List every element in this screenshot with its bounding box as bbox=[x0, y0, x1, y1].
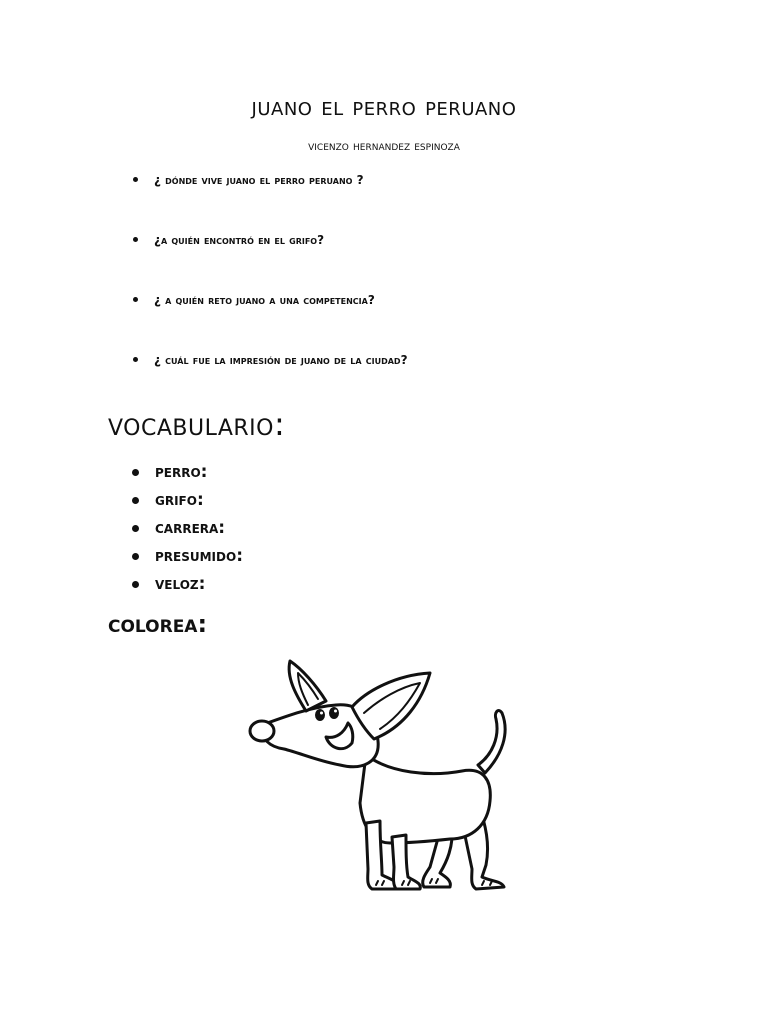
question-item: ¿ dónde vive juano el perro peruano ? bbox=[130, 170, 408, 230]
dog-eye bbox=[315, 709, 325, 721]
vocabulary-list bbox=[130, 458, 243, 598]
vocabulary-heading: vocabulario: bbox=[108, 405, 286, 443]
dog-nose bbox=[250, 721, 274, 741]
vocabulary-item: grifo: bbox=[130, 486, 243, 514]
dog-eye bbox=[329, 707, 339, 719]
vocabulary-item: presumido: bbox=[130, 542, 243, 570]
vocabulary-item: veloz: bbox=[130, 570, 243, 598]
vocabulary-item: carrera: bbox=[130, 514, 243, 542]
coloring-heading: colorea: bbox=[108, 610, 208, 638]
dog-tail bbox=[478, 711, 505, 773]
page-title: juano el perro peruano bbox=[251, 92, 517, 122]
vocabulary-item: perro: bbox=[130, 458, 243, 486]
question-item: ¿ a quién reto juano a una competencia? bbox=[130, 290, 408, 350]
question-list bbox=[130, 170, 408, 410]
question-item: ¿ cuál fue la impresión de juano de la ciudad? bbox=[130, 350, 408, 410]
author-name: vicenzo hernandez espinoza bbox=[308, 139, 460, 154]
question-item: ¿a quién encontró en el grifo? bbox=[130, 230, 408, 290]
dog-outline-icon bbox=[240, 655, 530, 905]
